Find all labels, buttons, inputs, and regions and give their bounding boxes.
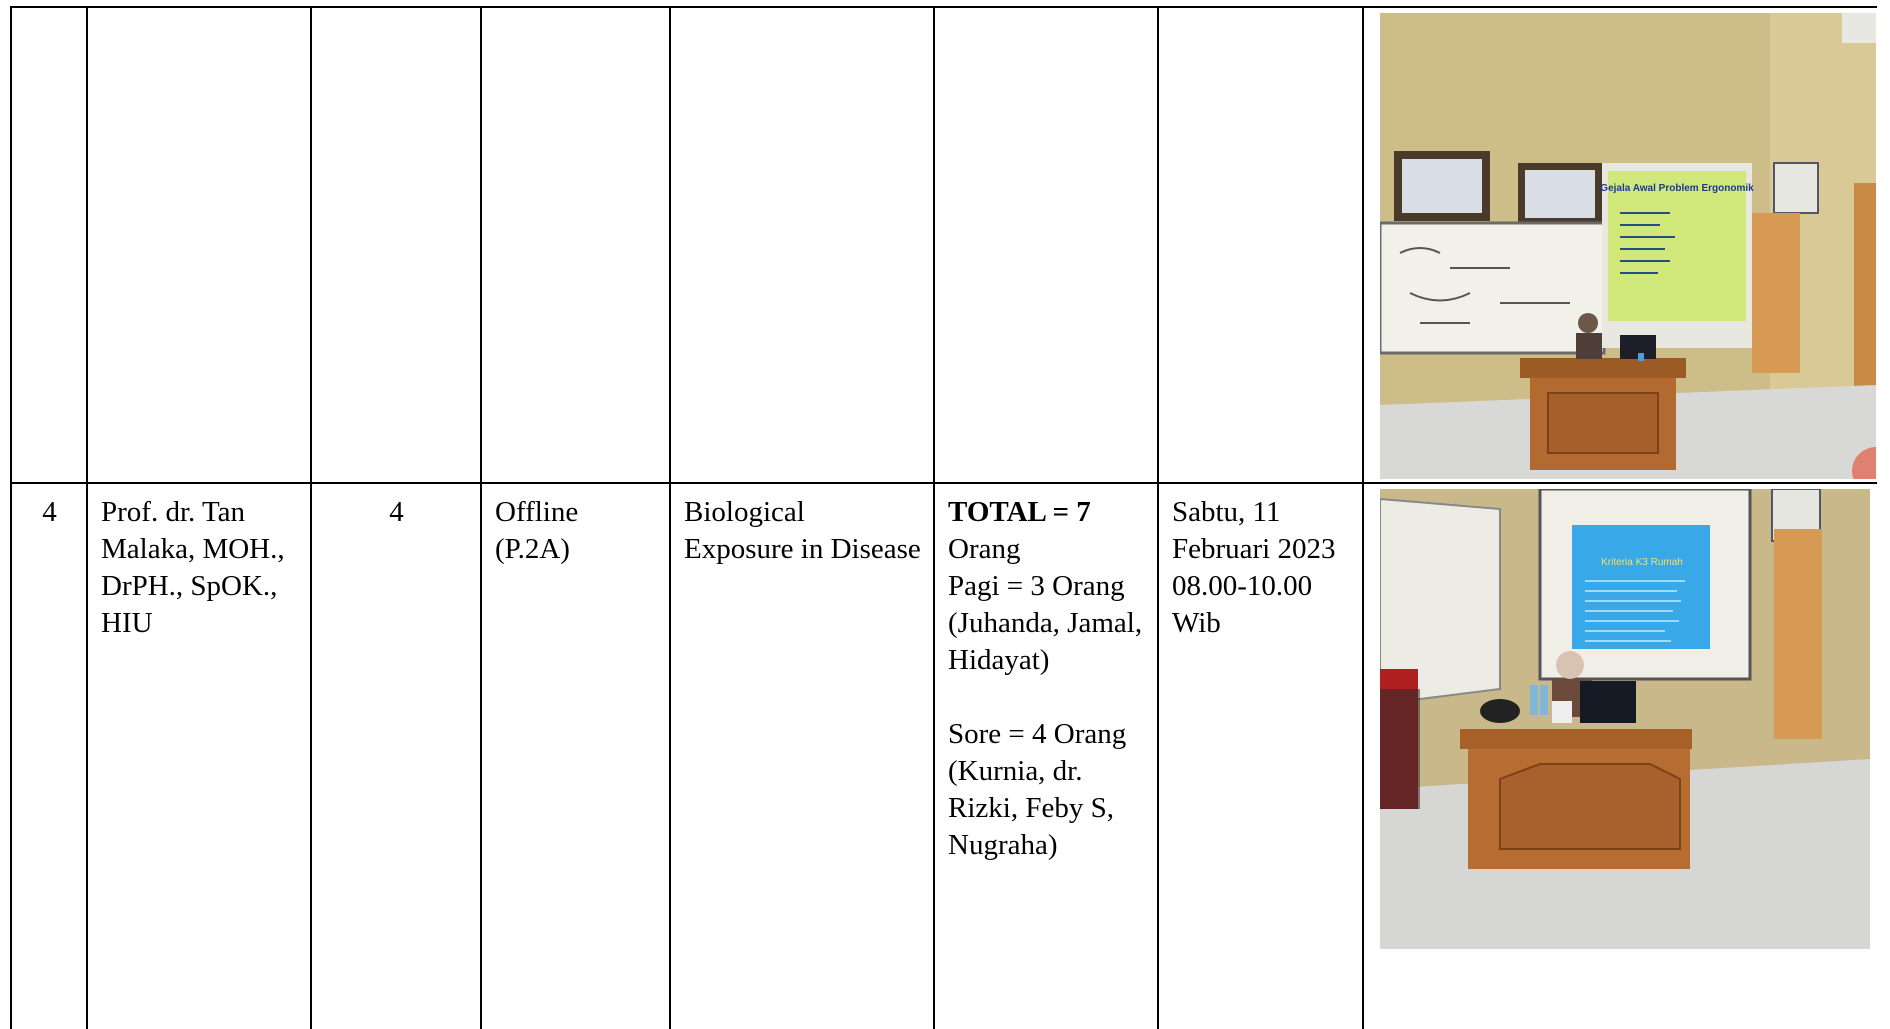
cell-attendance: [934, 7, 1158, 483]
cell-lecturer: Prof. dr. Tan Malaka, MOH., DrPH., SpOK., HIU: [87, 483, 311, 1029]
cell-meetings: 4: [311, 483, 481, 1029]
cell-schedule: Sabtu, 11 Februari 2023 08.00-10.00 Wib: [1158, 483, 1363, 1029]
attendance-morning: Pagi = 3 Orang (Juhanda, Jamal, Hidayat): [948, 570, 1143, 676]
attendance-afternoon: Sore = 4 Orang (Kurnia, dr. Rizki, Feby S, Nugraha): [948, 718, 1127, 861]
cell-topic: [670, 7, 934, 483]
cell-lecturer: [87, 7, 311, 483]
table-row: [11, 483, 1877, 1029]
cell-topic: Biological Exposure in Disease: [670, 483, 934, 1029]
report-table: [10, 6, 1877, 1029]
cell-mode: [481, 7, 670, 483]
cell-mode: Offline (P.2A): [481, 483, 670, 1029]
cell-attendance: [934, 483, 1158, 1029]
classroom-lecture-photo-icon: [1380, 489, 1870, 949]
attendance-unit: Orang: [948, 533, 1021, 565]
svg-text:Gejala Awal Problem Ergonomik: Gejala Awal Problem Ergonomik: [1600, 183, 1754, 194]
cell-no: [11, 7, 87, 483]
svg-text:Kriteria K3 Rumah: Kriteria K3 Rumah: [1601, 557, 1683, 568]
table-row: [11, 7, 1877, 483]
cell-photo: [1363, 483, 1877, 1029]
attendance-total: TOTAL = 7: [948, 496, 1091, 528]
cell-no: 4: [11, 483, 87, 1029]
cell-schedule: [1158, 7, 1363, 483]
classroom-lecture-photo-icon: [1380, 13, 1876, 479]
cell-photo: [1363, 7, 1877, 483]
cell-meetings: [311, 7, 481, 483]
